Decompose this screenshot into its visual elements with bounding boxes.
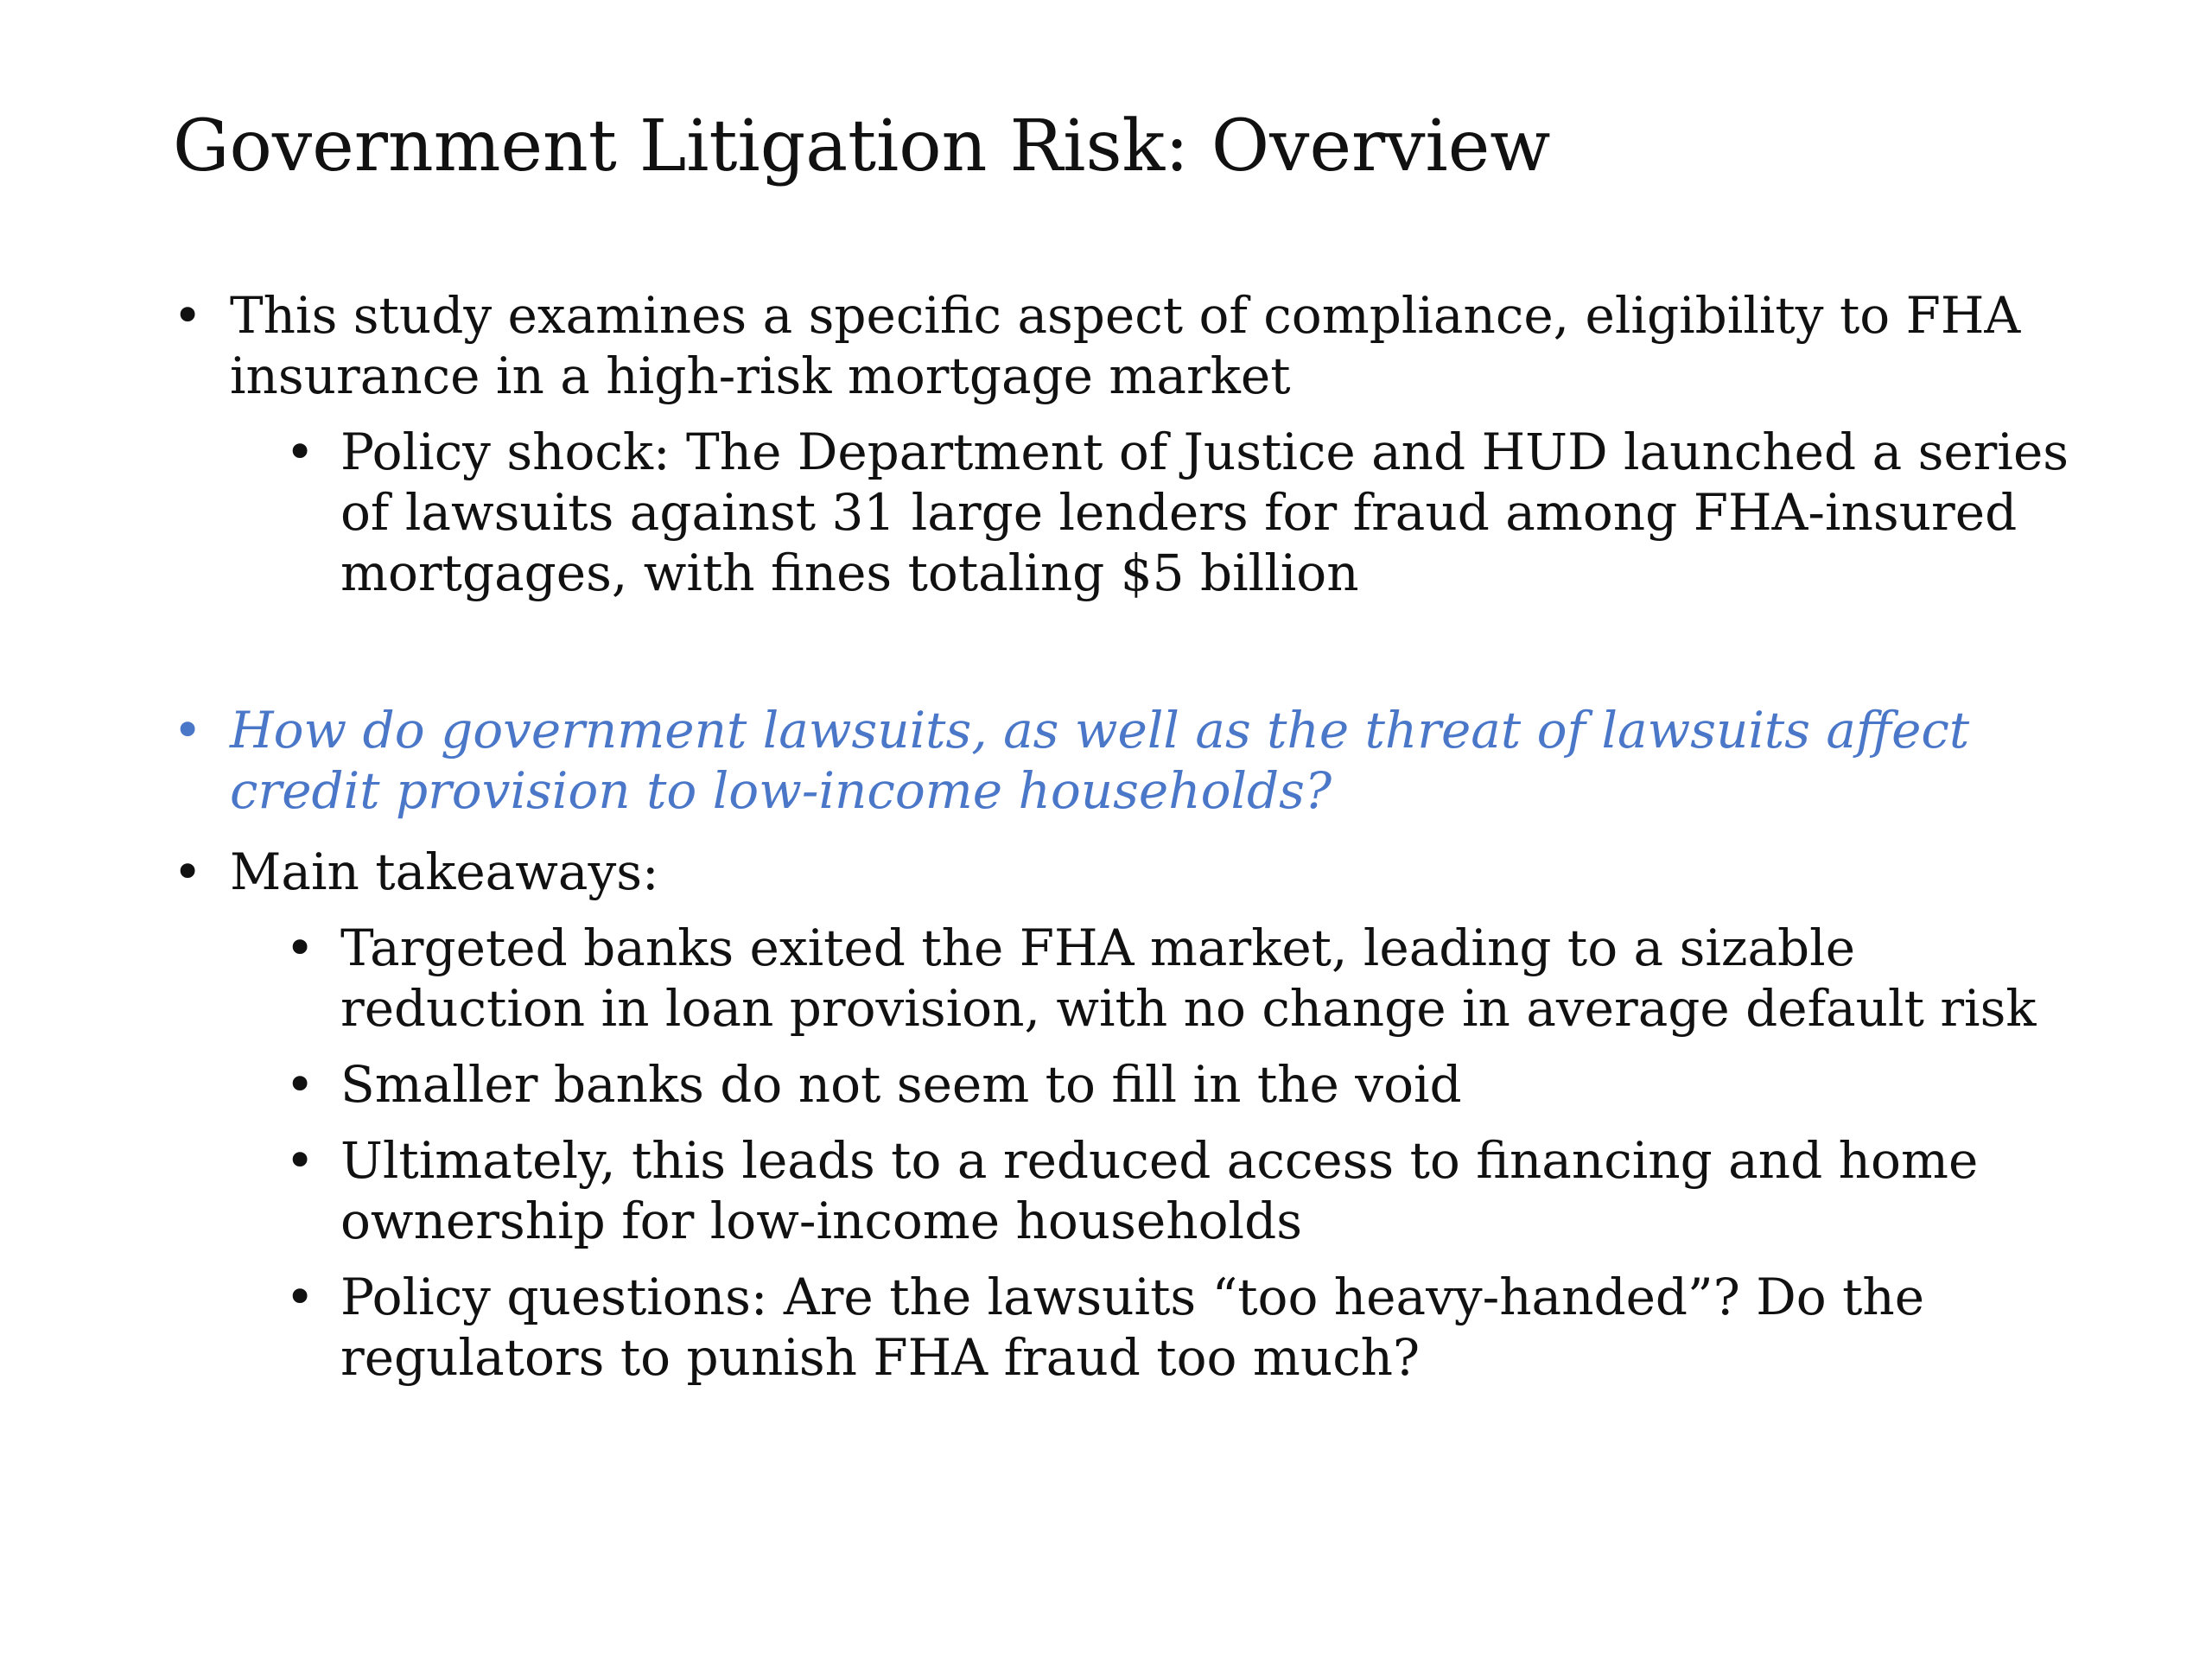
bullet-text: This study examines a specific aspect of compliance, eligibility to FHA insurance in a high-risk mortgage market bbox=[230, 286, 2021, 405]
bullet-glyph: • bbox=[285, 1131, 315, 1190]
bullet-research-question bbox=[173, 700, 2074, 821]
sub-bullet-text: Smaller banks do not seem to fill in the void bbox=[340, 1055, 1462, 1114]
bullet-glyph: • bbox=[285, 918, 315, 977]
sub-bullet-text: Policy questions: Are the lawsuits “too heavy-handed”? Do the regulators to punish FHA fraud too much? bbox=[340, 1268, 1925, 1387]
bullet-main-takeaways bbox=[173, 842, 2074, 902]
sub-bullet-smaller-banks bbox=[285, 1054, 2074, 1115]
slide-title: Government Litigation Risk: Overview bbox=[173, 105, 1551, 188]
bullet-glyph: • bbox=[173, 701, 203, 760]
sub-bullet-reduced-access bbox=[285, 1130, 2074, 1251]
sub-bullet-policy-shock bbox=[285, 422, 2074, 603]
sub-bullet-text: Ultimately, this leads to a reduced access to financing and home ownership for low-income households bbox=[340, 1131, 1979, 1250]
sub-bullet-text: Policy shock: The Department of Justice and HUD launched a series of lawsuits against 31 large lenders for fraud among FHA-insured mortgages, with fines totaling $5 billion bbox=[340, 423, 2069, 602]
bullet-glyph: • bbox=[173, 842, 203, 901]
bullet-glyph: • bbox=[173, 286, 203, 345]
bullet-study bbox=[173, 285, 2074, 406]
sub-bullet-targeted-banks bbox=[285, 918, 2074, 1039]
bullet-text: How do government lawsuits, as well as the threat of lawsuits affect credit provision to low-income households? bbox=[230, 701, 1970, 820]
sub-bullet-text: Targeted banks exited the FHA market, leading to a sizable reduction in loan provision, with no change in average default risk bbox=[340, 918, 2037, 1038]
bullet-text: Main takeaways: bbox=[230, 842, 659, 901]
bullet-glyph: • bbox=[285, 1055, 315, 1114]
bullet-glyph: • bbox=[285, 1268, 315, 1326]
bullet-glyph: • bbox=[285, 423, 315, 481]
sub-bullet-policy-questions bbox=[285, 1267, 2074, 1388]
bullet-list bbox=[173, 285, 2074, 1388]
